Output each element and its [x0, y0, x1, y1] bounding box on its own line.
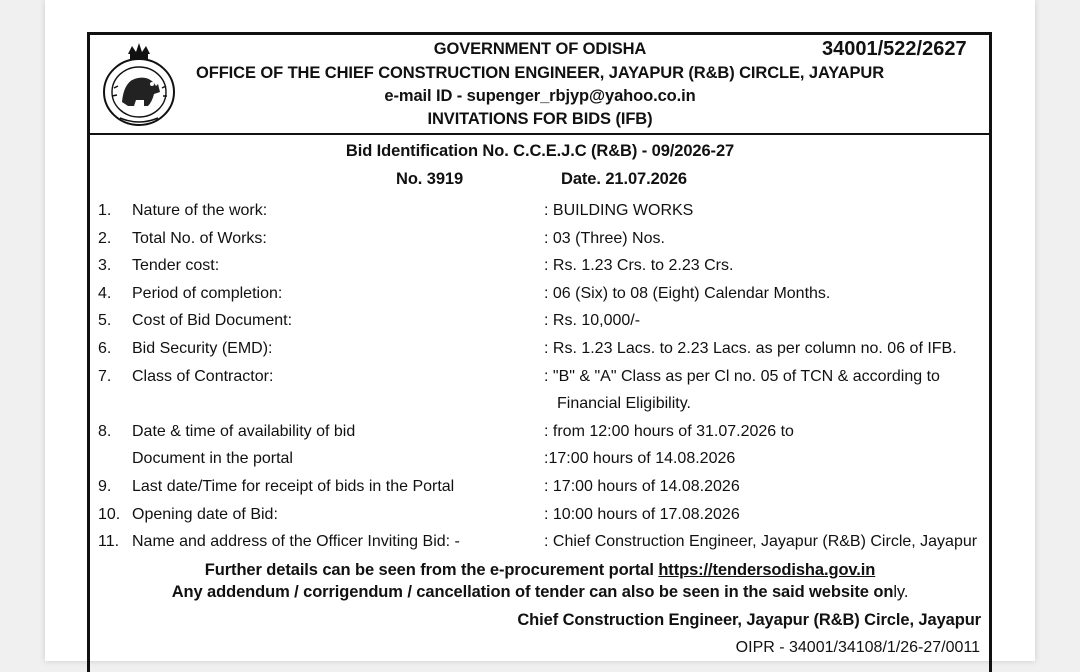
item-label: Last date/Time for receipt of bids in the Portal	[132, 478, 455, 495]
item-value: : from 12:00 hours of 31.07.2026 to	[544, 423, 794, 440]
item-value: : Rs. 1.23 Lacs. to 2.23 Lacs. as per column no. 06 of IFB.	[544, 340, 957, 357]
item-number: 2.	[98, 230, 112, 247]
item-number: 5.	[98, 312, 112, 329]
addendum-tail: ly.	[893, 583, 909, 601]
odisha-emblem-icon	[100, 40, 178, 128]
item-value: : Chief Construction Engineer, Jayapur (R&B) Circle, Jayapur	[544, 533, 978, 550]
item-label: Tender cost:	[132, 257, 220, 274]
item-value: : BUILDING WORKS	[544, 202, 694, 219]
item-number: 4.	[98, 285, 112, 302]
item-label: Opening date of Bid:	[132, 506, 278, 523]
item-number: 7.	[98, 368, 112, 385]
item-value: : 03 (Three) Nos.	[544, 230, 665, 247]
item-label: Class of Contractor:	[132, 368, 274, 385]
item-value: : 10:00 hours of 17.08.2026	[544, 506, 740, 523]
item-label: Date & time of availability of bid	[132, 423, 356, 440]
govt-title: GOVERNMENT OF ODISHA	[433, 40, 647, 58]
item-number: 8.	[98, 423, 112, 440]
portal-link[interactable]: https://tendersodisha.gov.in	[658, 561, 876, 579]
office-title: OFFICE OF THE CHIEF CONSTRUCTION ENGINEER, JAYAPUR (R&B) CIRCLE, JAYAPUR	[195, 64, 885, 82]
email-line: e-mail ID - supenger_rbjyp@yahoo.co.in	[384, 87, 696, 105]
bid-number: No. 3919	[396, 170, 464, 188]
item-value: : "B" & "A" Class as per Cl no. 05 of TCN & according to	[544, 368, 940, 385]
item-label: Period of completion:	[132, 285, 283, 302]
item-label: Total No. of Works:	[132, 230, 267, 247]
header-divider	[87, 133, 992, 135]
addendum-text: Any addendum / corrigendum / cancellation of tender can also be seen in the said website on	[171, 583, 894, 601]
item-value: : Rs. 1.23 Crs. to 2.23 Crs.	[544, 257, 734, 274]
item-label: Nature of the work:	[132, 202, 268, 219]
item-number: 9.	[98, 478, 112, 495]
item-number: 1.	[98, 202, 112, 219]
item-value-continued: Financial Eligibility.	[557, 395, 691, 412]
further-details-line	[205, 561, 875, 580]
item-number: 3.	[98, 257, 112, 274]
item-label-continued: Document in the portal	[132, 450, 293, 467]
item-label: Cost of Bid Document:	[132, 312, 293, 329]
item-label: Bid Security (EMD):	[132, 340, 273, 357]
item-number: 6.	[98, 340, 112, 357]
reference-number: 34001/522/2627	[822, 38, 967, 60]
addendum-line	[172, 583, 909, 602]
signature-line: Chief Construction Engineer, Jayapur (R&B) Circle, Jayapur	[517, 611, 981, 629]
item-number: 11.	[98, 533, 120, 550]
bid-identification: Bid Identification No. C.C.E.J.C (R&B) - 09/2026-27	[345, 142, 735, 160]
item-label: Name and address of the Officer Inviting Bid: -	[132, 533, 460, 550]
oipr-number: OIPR - 34001/34108/1/26-27/0011	[735, 639, 980, 656]
item-value: : Rs. 10,000/-	[544, 312, 641, 329]
item-value-continued: :17:00 hours of 14.08.2026	[544, 450, 736, 467]
bid-date: Date. 21.07.2026	[561, 170, 687, 188]
further-details-text: Further details can be seen from the e-procurement portal	[204, 561, 659, 579]
item-number: 10.	[98, 506, 121, 523]
item-value: : 06 (Six) to 08 (Eight) Calendar Months.	[544, 285, 831, 302]
item-value: : 17:00 hours of 14.08.2026	[544, 478, 740, 495]
ifb-title: INVITATIONS FOR BIDS (IFB)	[427, 110, 653, 128]
